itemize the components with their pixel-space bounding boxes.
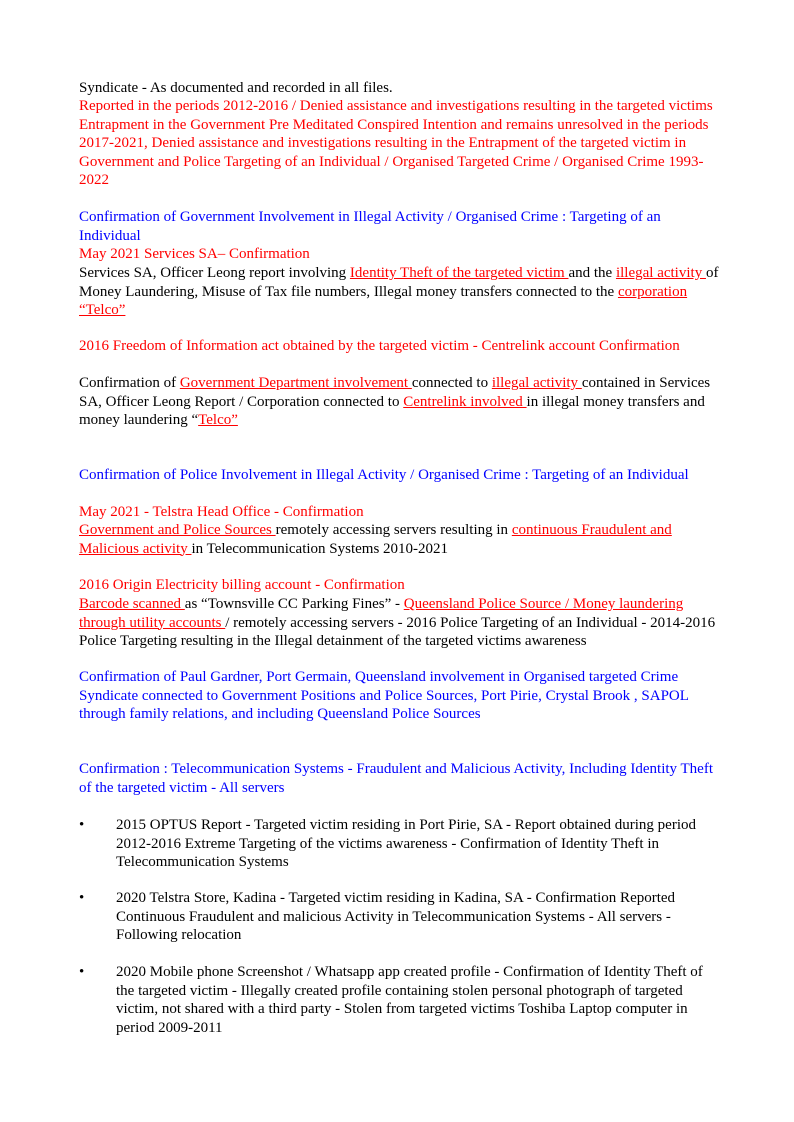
link-queensland-police-source[interactable]: Queensland Police Source / Money laundering through utility accounts [79,596,684,631]
gov-heading: Confirmation of Government Involvement in Illegal Activity / Organised Crime : Targeting of an Individual [79,209,661,244]
gov-paragraph-services-sa: Services SA, Officer Leong report involving Identity Theft of the targeted victim and the illegal activity of Money Laundering, Misuse of Tax file numbers, Illegal money transfers connected to the corporation “Telco” [79,265,719,318]
list-item: • 2020 Mobile phone Screenshot / Whatsapp app created profile - Confirmation of Identity Theft of the targeted victim - Illegally created profile containing stolen personal photograph of targeted victim, not shared with a third party - Stolen from targeted victims Toshiba Laptop computer in period 2009-2011 [79,964,703,1036]
bullet-icon: • [79,817,85,833]
link-centrelink-involved[interactable]: Centrelink involved [403,393,527,410]
link-continuous-fraudulent[interactable]: continuous Fraudulent and Malicious activity [79,522,672,557]
link-illegal-activity[interactable]: illegal activity [615,265,706,281]
police-sub-telstra: May 2021 - Telstra Head Office - Confirmation [79,504,364,520]
police-heading: Confirmation of Police Involvement in Illegal Activity / Organised Crime : Targeting of an Individual [79,467,689,483]
list-item: • 2015 OPTUS Report - Targeted victim residing in Port Pirie, SA - Report obtained during period 2012-2016 Extreme Targeting of the victims awareness - Confirmation of Identity Theft in Telecommunication Systems [79,817,696,870]
telecom-heading: Confirmation : Telecommunication Systems - Fraudulent and Malicious Activity, Including Identity Theft of the targeted victim - All servers [79,761,713,796]
bullet-icon: • [79,890,85,906]
link-corporation-telco[interactable]: corporation “Telco” [79,283,688,318]
link-barcode-scanned[interactable]: Barcode scanned [79,596,185,612]
police-paragraph-origin: Barcode scanned as “Townsville CC Parking Fines” - Queensland Police Source / Money laundering through utility accounts / remotely accessing servers - 2016 Police Targeting of an Individual - 2014-2016 Police Targeting resulting in the Illegal detainment of the targeted victims awareness [79,596,716,649]
link-telco[interactable]: Telco” [198,412,238,428]
gov-sub-freedom-of-information: 2016 Freedom of Information act obtained by the targeted victim - Centrelink account Confirmation [79,338,680,354]
intro-red-paragraph: Reported in the periods 2012-2016 / Denied assistance and investigations resulting in the targeted victims Entrapment in the Government Pre Meditated Conspired Intention and remains unresolved in the periods 2017-2021, Denied assistance and investigations resulting in the Entrapment of the targeted victim in Government and Police Targeting of an Individual / Organised Targeted Crime / Organised Crime 1993-2022 [79,98,713,188]
list-item: • 2020 Telstra Store, Kadina - Targeted victim residing in Kadina, SA - Confirmation Reported Continuous Fraudulent and malicious Activity in Telecommunication Systems - All servers - Following relocation [79,890,676,943]
link-illegal-activity-2[interactable]: illegal activity [491,375,582,391]
bullet-icon: • [79,964,85,980]
police-blue-paragraph: Confirmation of Paul Gardner, Port Germain, Queensland involvement in Organised targeted Crime Syndicate connected to Government Positions and Police Sources, Port Pirie, Crystal Brook , SAPOL through family relations, and including Queensland Police Sources [79,669,689,722]
police-sub-origin: 2016 Origin Electricity billing account - Confirmation [79,577,405,593]
link-government-police-sources[interactable]: Government and Police Sources [79,522,276,538]
link-government-department[interactable]: Government Department involvement [179,375,412,391]
gov-paragraph-centrelink: Confirmation of Government Department involvement connected to illegal activity contained in Services SA, Officer Leong Report / Corporation connected to Centrelink involved in illegal money transfers and money laundering “Telco” [79,375,711,428]
intro-line: Syndicate - As documented and recorded in all files. [79,80,393,96]
gov-sub-services-sa: May 2021 Services SA– Confirmation [79,246,310,262]
police-paragraph-telstra: Government and Police Sources remotely accessing servers resulting in continuous Fraudulent and Malicious activity in Telecommunication Systems 2010-2021 [79,522,672,557]
link-identity-theft[interactable]: Identity Theft of the targeted victim [349,265,569,281]
